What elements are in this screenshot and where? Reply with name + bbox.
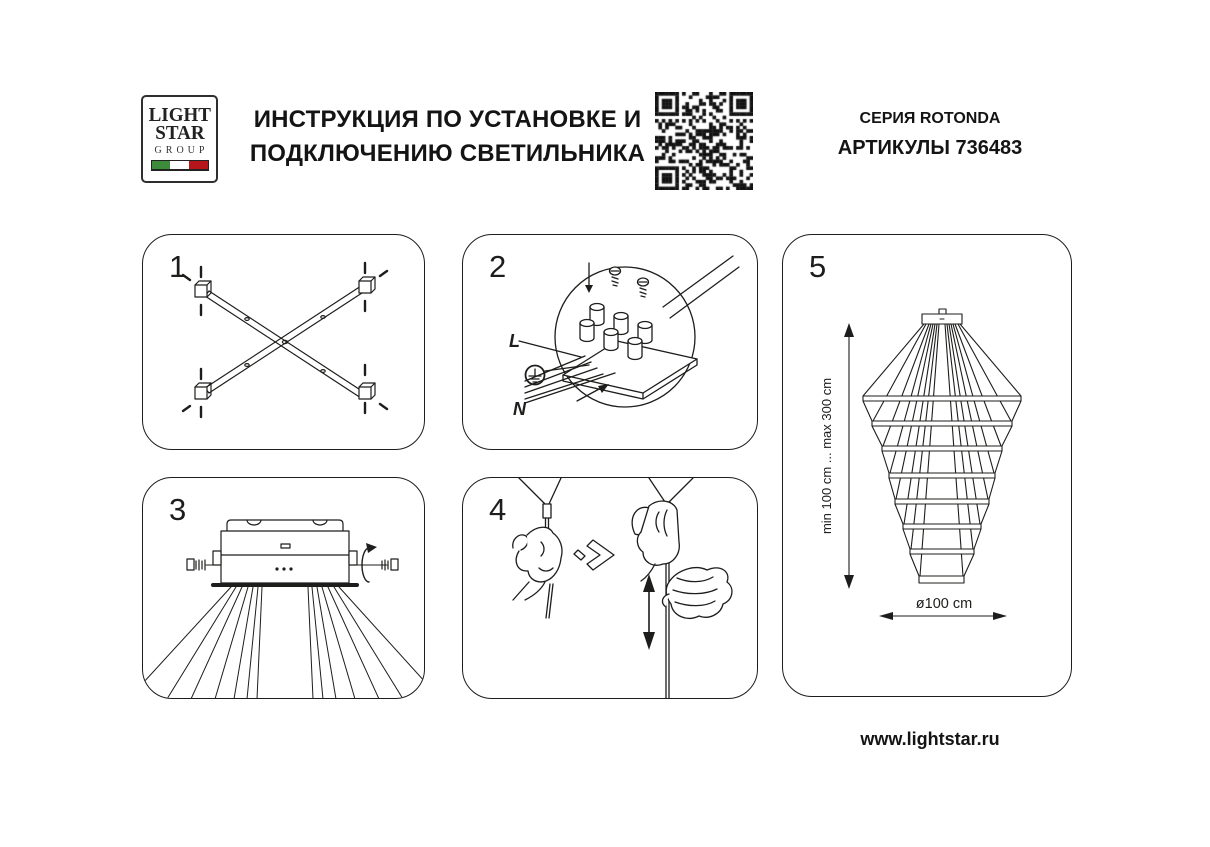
height-range-label: min 100 cm ... max 300 cm [819,377,834,535]
step-3-panel [142,477,425,699]
qr-code [655,92,753,190]
diameter-label: ø100 cm [915,596,973,612]
step-1-illustration-cross-brackets [143,235,425,449]
step-2-illustration-wiring [463,235,758,449]
line-wire-label: L [509,331,520,351]
logo-word-star: STAR [154,122,205,144]
page-title [240,103,655,171]
step-2-panel [462,234,758,450]
title-line-2: ПОДКЛЮЧЕНИЮ СВЕТИЛЬНИКА [249,140,646,167]
step-number-3: 3 [169,492,187,527]
step-number-4: 4 [489,492,507,527]
logo-word-light: LIGHT [148,104,211,126]
step-number-2: 2 [489,249,507,284]
step-4-panel [462,477,758,699]
article-label: АРТИКУЛЫ 736483 [837,137,1023,159]
qr-code-image [655,92,753,190]
title-line-1: ИНСТРУКЦИЯ ПО УСТАНОВКЕ И [253,106,642,133]
logo-word-group: GROUP [154,145,209,156]
flag-white [170,161,189,169]
website-url: www.lightstar.ru [860,729,1000,749]
italian-flag-bar [151,160,209,171]
series-label: СЕРИЯ ROTONDA [859,110,1001,127]
flag-green [152,161,171,169]
step-5-illustration-chandelier [783,235,1072,697]
product-info [795,110,1065,160]
lightstar-logo [141,95,218,183]
step-4-illustration-hands [463,478,758,699]
step-3-illustration-canopy [143,478,425,699]
flag-red [189,161,208,169]
step-1-panel [142,234,425,450]
neutral-wire-label: N [513,399,526,419]
step-5-panel [782,234,1072,697]
step-number-5: 5 [809,249,827,284]
step-number-1: 1 [169,249,187,284]
